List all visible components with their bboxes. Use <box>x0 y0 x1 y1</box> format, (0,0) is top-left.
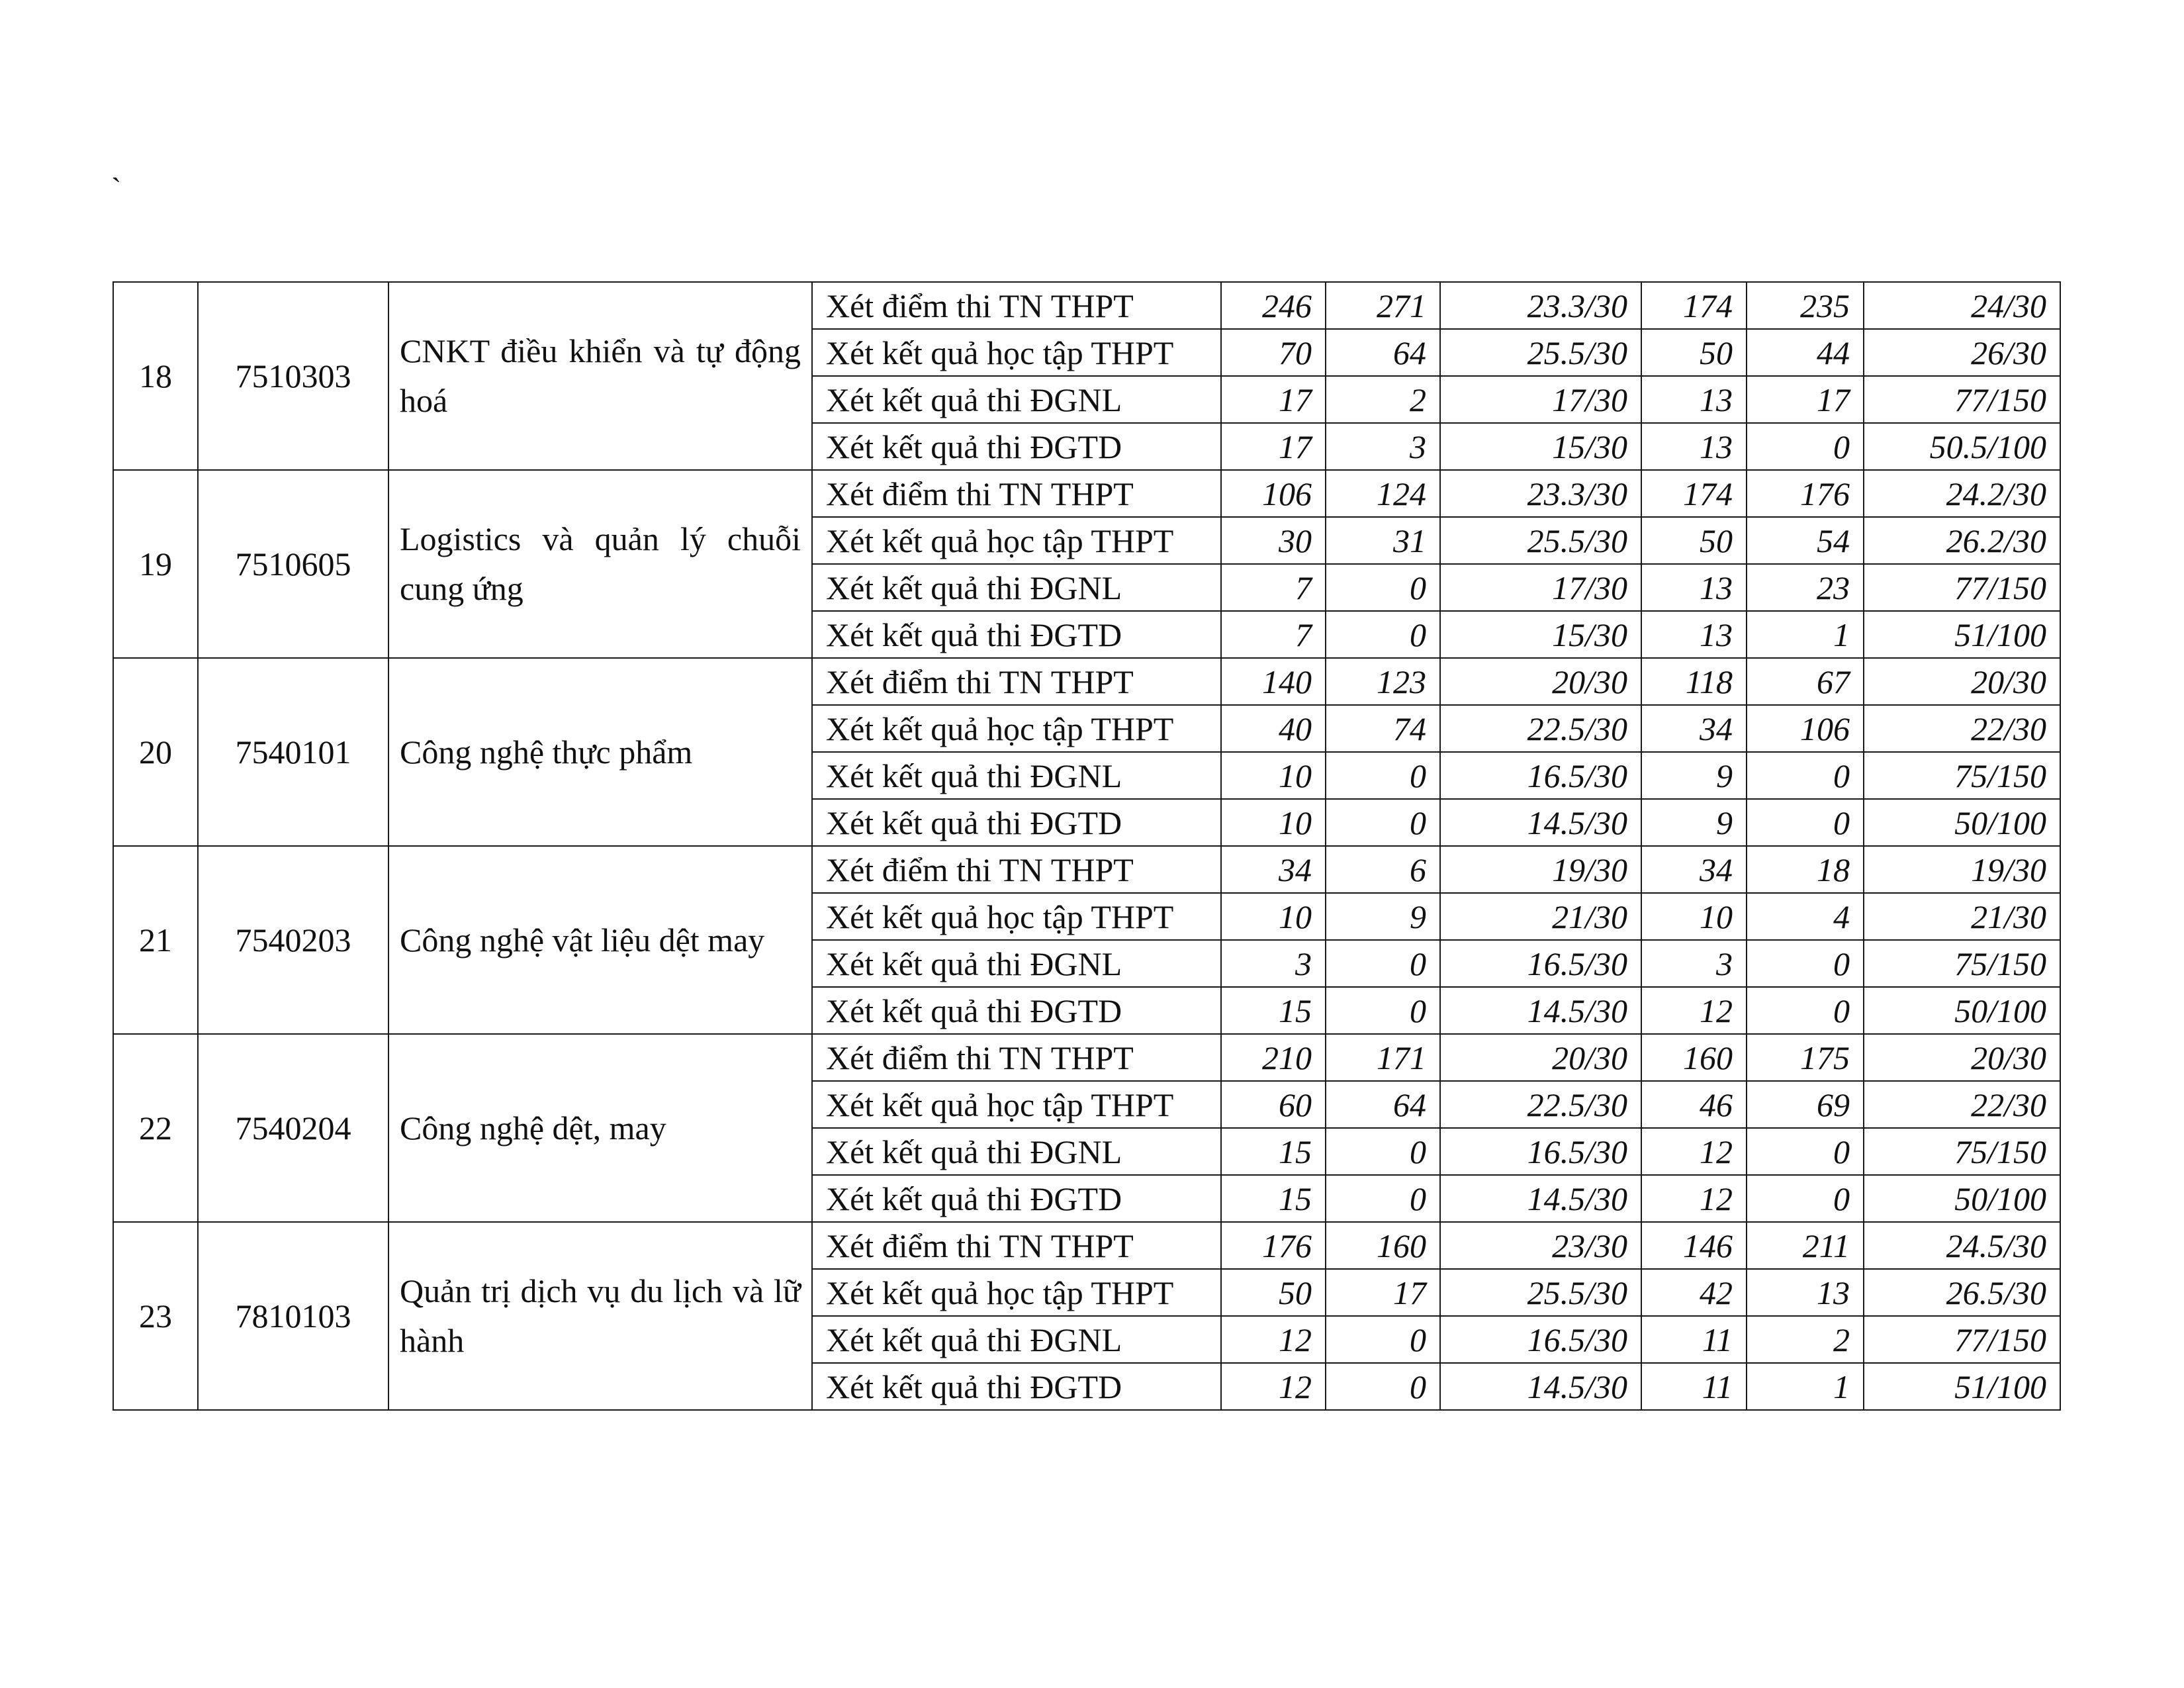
value-cell-c4: 118 <box>1641 658 1747 705</box>
value-cell-c6: 21/30 <box>1864 893 2060 940</box>
admission-method-cell: Xét kết quả thi ĐGTD <box>812 987 1221 1034</box>
value-cell-c2: 0 <box>1326 799 1440 846</box>
value-cell-c3: 14.5/30 <box>1440 1175 1641 1222</box>
value-cell-c2: 124 <box>1326 470 1440 517</box>
value-cell-c4: 42 <box>1641 1269 1747 1316</box>
value-cell-c2: 6 <box>1326 846 1440 893</box>
value-cell-c4: 34 <box>1641 705 1747 752</box>
value-cell-c2: 3 <box>1326 423 1440 470</box>
value-cell-c5: 106 <box>1747 705 1864 752</box>
admission-method-cell: Xét kết quả thi ĐGNL <box>812 1316 1221 1363</box>
admission-method-cell: Xét điểm thi TN THPT <box>812 658 1221 705</box>
admission-method-cell: Xét kết quả học tập THPT <box>812 1081 1221 1128</box>
value-cell-c1: 210 <box>1221 1034 1326 1081</box>
major-code-cell: 7510303 <box>198 282 388 470</box>
major-name-cell: CNKT điều khiển và tự động hoá <box>388 282 812 470</box>
major-code-cell: 7540101 <box>198 658 388 846</box>
stray-backtick-mark: ` <box>111 171 122 205</box>
value-cell-c4: 12 <box>1641 1175 1747 1222</box>
value-cell-c6: 51/100 <box>1864 1363 2060 1410</box>
value-cell-c5: 235 <box>1747 282 1864 329</box>
admission-method-cell: Xét kết quả thi ĐGTD <box>812 799 1221 846</box>
value-cell-c4: 10 <box>1641 893 1747 940</box>
row-number-cell: 23 <box>113 1222 198 1410</box>
major-name-cell: Logistics và quản lý chuỗi cung ứng <box>388 470 812 658</box>
value-cell-c1: 50 <box>1221 1269 1326 1316</box>
value-cell-c4: 34 <box>1641 846 1747 893</box>
admission-method-cell: Xét kết quả học tập THPT <box>812 329 1221 376</box>
value-cell-c3: 15/30 <box>1440 611 1641 658</box>
value-cell-c6: 75/150 <box>1864 1128 2060 1175</box>
value-cell-c6: 26/30 <box>1864 329 2060 376</box>
admission-method-cell: Xét điểm thi TN THPT <box>812 470 1221 517</box>
table-row <box>113 846 2060 893</box>
admission-method-cell: Xét kết quả học tập THPT <box>812 517 1221 564</box>
admission-method-cell: Xét kết quả thi ĐGNL <box>812 376 1221 423</box>
row-number-cell: 21 <box>113 846 198 1034</box>
value-cell-c6: 22/30 <box>1864 705 2060 752</box>
value-cell-c3: 22.5/30 <box>1440 1081 1641 1128</box>
value-cell-c5: 1 <box>1747 1363 1864 1410</box>
value-cell-c1: 15 <box>1221 1175 1326 1222</box>
admission-method-cell: Xét kết quả thi ĐGTD <box>812 423 1221 470</box>
admission-method-cell: Xét điểm thi TN THPT <box>812 1222 1221 1269</box>
value-cell-c4: 13 <box>1641 564 1747 611</box>
value-cell-c5: 1 <box>1747 611 1864 658</box>
value-cell-c1: 10 <box>1221 752 1326 799</box>
value-cell-c4: 12 <box>1641 987 1747 1034</box>
row-number-cell: 22 <box>113 1034 198 1222</box>
value-cell-c2: 17 <box>1326 1269 1440 1316</box>
value-cell-c5: 44 <box>1747 329 1864 376</box>
value-cell-c1: 7 <box>1221 564 1326 611</box>
value-cell-c5: 176 <box>1747 470 1864 517</box>
admission-method-cell: Xét kết quả thi ĐGTD <box>812 1175 1221 1222</box>
value-cell-c1: 246 <box>1221 282 1326 329</box>
value-cell-c4: 174 <box>1641 282 1747 329</box>
admission-method-cell: Xét điểm thi TN THPT <box>812 282 1221 329</box>
value-cell-c4: 50 <box>1641 517 1747 564</box>
value-cell-c2: 0 <box>1326 564 1440 611</box>
admission-method-cell: Xét kết quả thi ĐGNL <box>812 752 1221 799</box>
admission-method-cell: Xét kết quả thi ĐGTD <box>812 611 1221 658</box>
value-cell-c1: 12 <box>1221 1316 1326 1363</box>
value-cell-c2: 0 <box>1326 987 1440 1034</box>
value-cell-c5: 67 <box>1747 658 1864 705</box>
value-cell-c4: 11 <box>1641 1363 1747 1410</box>
admissions-table <box>113 281 2061 1411</box>
value-cell-c2: 0 <box>1326 1128 1440 1175</box>
admission-method-cell: Xét kết quả thi ĐGTD <box>812 1363 1221 1410</box>
value-cell-c4: 146 <box>1641 1222 1747 1269</box>
value-cell-c3: 16.5/30 <box>1440 940 1641 987</box>
value-cell-c2: 2 <box>1326 376 1440 423</box>
table-row <box>113 282 2060 329</box>
value-cell-c2: 0 <box>1326 611 1440 658</box>
major-name-cell: Công nghệ dệt, may <box>388 1034 812 1222</box>
value-cell-c1: 176 <box>1221 1222 1326 1269</box>
value-cell-c4: 13 <box>1641 423 1747 470</box>
value-cell-c6: 50.5/100 <box>1864 423 2060 470</box>
value-cell-c5: 175 <box>1747 1034 1864 1081</box>
value-cell-c6: 51/100 <box>1864 611 2060 658</box>
value-cell-c5: 0 <box>1747 799 1864 846</box>
major-name-cell: Công nghệ vật liệu dệt may <box>388 846 812 1034</box>
value-cell-c2: 64 <box>1326 1081 1440 1128</box>
value-cell-c6: 50/100 <box>1864 1175 2060 1222</box>
table-row <box>113 1222 2060 1269</box>
value-cell-c3: 20/30 <box>1440 1034 1641 1081</box>
value-cell-c2: 271 <box>1326 282 1440 329</box>
row-number-cell: 20 <box>113 658 198 846</box>
row-number-cell: 18 <box>113 282 198 470</box>
value-cell-c1: 60 <box>1221 1081 1326 1128</box>
value-cell-c3: 16.5/30 <box>1440 1316 1641 1363</box>
value-cell-c5: 211 <box>1747 1222 1864 1269</box>
table-body <box>113 282 2060 1410</box>
value-cell-c6: 24.2/30 <box>1864 470 2060 517</box>
major-name-cell: Công nghệ thực phẩm <box>388 658 812 846</box>
value-cell-c5: 0 <box>1747 752 1864 799</box>
value-cell-c5: 23 <box>1747 564 1864 611</box>
major-code-cell: 7540203 <box>198 846 388 1034</box>
table-row <box>113 658 2060 705</box>
value-cell-c3: 14.5/30 <box>1440 799 1641 846</box>
value-cell-c6: 50/100 <box>1864 799 2060 846</box>
major-name-cell: Quản trị dịch vụ du lịch và lữ hành <box>388 1222 812 1410</box>
value-cell-c5: 13 <box>1747 1269 1864 1316</box>
value-cell-c2: 31 <box>1326 517 1440 564</box>
value-cell-c5: 2 <box>1747 1316 1864 1363</box>
value-cell-c6: 22/30 <box>1864 1081 2060 1128</box>
value-cell-c6: 26.5/30 <box>1864 1269 2060 1316</box>
value-cell-c3: 20/30 <box>1440 658 1641 705</box>
value-cell-c4: 11 <box>1641 1316 1747 1363</box>
value-cell-c5: 54 <box>1747 517 1864 564</box>
value-cell-c4: 12 <box>1641 1128 1747 1175</box>
value-cell-c2: 0 <box>1326 1175 1440 1222</box>
table-row <box>113 1034 2060 1081</box>
value-cell-c1: 30 <box>1221 517 1326 564</box>
value-cell-c1: 7 <box>1221 611 1326 658</box>
value-cell-c2: 0 <box>1326 1363 1440 1410</box>
value-cell-c1: 34 <box>1221 846 1326 893</box>
value-cell-c2: 0 <box>1326 1316 1440 1363</box>
value-cell-c4: 46 <box>1641 1081 1747 1128</box>
major-code-cell: 7540204 <box>198 1034 388 1222</box>
value-cell-c4: 9 <box>1641 799 1747 846</box>
value-cell-c5: 4 <box>1747 893 1864 940</box>
value-cell-c3: 16.5/30 <box>1440 752 1641 799</box>
value-cell-c1: 70 <box>1221 329 1326 376</box>
value-cell-c3: 15/30 <box>1440 423 1641 470</box>
value-cell-c4: 50 <box>1641 329 1747 376</box>
value-cell-c1: 106 <box>1221 470 1326 517</box>
value-cell-c1: 15 <box>1221 987 1326 1034</box>
value-cell-c4: 9 <box>1641 752 1747 799</box>
value-cell-c3: 17/30 <box>1440 376 1641 423</box>
value-cell-c2: 160 <box>1326 1222 1440 1269</box>
value-cell-c5: 18 <box>1747 846 1864 893</box>
value-cell-c3: 16.5/30 <box>1440 1128 1641 1175</box>
value-cell-c2: 74 <box>1326 705 1440 752</box>
admission-method-cell: Xét kết quả thi ĐGNL <box>812 564 1221 611</box>
value-cell-c6: 24/30 <box>1864 282 2060 329</box>
value-cell-c1: 17 <box>1221 423 1326 470</box>
value-cell-c1: 15 <box>1221 1128 1326 1175</box>
value-cell-c3: 25.5/30 <box>1440 329 1641 376</box>
value-cell-c6: 24.5/30 <box>1864 1222 2060 1269</box>
value-cell-c6: 77/150 <box>1864 564 2060 611</box>
value-cell-c3: 22.5/30 <box>1440 705 1641 752</box>
value-cell-c6: 77/150 <box>1864 376 2060 423</box>
admission-method-cell: Xét kết quả học tập THPT <box>812 893 1221 940</box>
table-row <box>113 470 2060 517</box>
value-cell-c3: 23/30 <box>1440 1222 1641 1269</box>
value-cell-c1: 17 <box>1221 376 1326 423</box>
value-cell-c1: 10 <box>1221 893 1326 940</box>
major-code-cell: 7810103 <box>198 1222 388 1410</box>
value-cell-c6: 20/30 <box>1864 658 2060 705</box>
admission-method-cell: Xét điểm thi TN THPT <box>812 1034 1221 1081</box>
value-cell-c5: 17 <box>1747 376 1864 423</box>
value-cell-c3: 19/30 <box>1440 846 1641 893</box>
value-cell-c6: 19/30 <box>1864 846 2060 893</box>
value-cell-c4: 174 <box>1641 470 1747 517</box>
value-cell-c1: 10 <box>1221 799 1326 846</box>
major-code-cell: 7510605 <box>198 470 388 658</box>
value-cell-c2: 64 <box>1326 329 1440 376</box>
admission-method-cell: Xét kết quả thi ĐGNL <box>812 1128 1221 1175</box>
value-cell-c6: 75/150 <box>1864 940 2060 987</box>
value-cell-c5: 0 <box>1747 1175 1864 1222</box>
value-cell-c4: 3 <box>1641 940 1747 987</box>
admission-method-cell: Xét kết quả thi ĐGNL <box>812 940 1221 987</box>
value-cell-c6: 20/30 <box>1864 1034 2060 1081</box>
value-cell-c2: 123 <box>1326 658 1440 705</box>
value-cell-c3: 14.5/30 <box>1440 987 1641 1034</box>
value-cell-c5: 0 <box>1747 1128 1864 1175</box>
value-cell-c3: 17/30 <box>1440 564 1641 611</box>
value-cell-c5: 0 <box>1747 423 1864 470</box>
value-cell-c2: 0 <box>1326 940 1440 987</box>
value-cell-c6: 75/150 <box>1864 752 2060 799</box>
value-cell-c4: 160 <box>1641 1034 1747 1081</box>
value-cell-c3: 23.3/30 <box>1440 470 1641 517</box>
value-cell-c3: 23.3/30 <box>1440 282 1641 329</box>
value-cell-c1: 40 <box>1221 705 1326 752</box>
value-cell-c3: 25.5/30 <box>1440 517 1641 564</box>
value-cell-c1: 140 <box>1221 658 1326 705</box>
admission-method-cell: Xét kết quả học tập THPT <box>812 705 1221 752</box>
admission-method-cell: Xét điểm thi TN THPT <box>812 846 1221 893</box>
value-cell-c4: 13 <box>1641 611 1747 658</box>
value-cell-c3: 21/30 <box>1440 893 1641 940</box>
value-cell-c2: 0 <box>1326 752 1440 799</box>
value-cell-c5: 0 <box>1747 940 1864 987</box>
value-cell-c1: 3 <box>1221 940 1326 987</box>
admission-method-cell: Xét kết quả học tập THPT <box>812 1269 1221 1316</box>
value-cell-c5: 69 <box>1747 1081 1864 1128</box>
value-cell-c3: 14.5/30 <box>1440 1363 1641 1410</box>
value-cell-c6: 77/150 <box>1864 1316 2060 1363</box>
value-cell-c5: 0 <box>1747 987 1864 1034</box>
value-cell-c6: 50/100 <box>1864 987 2060 1034</box>
value-cell-c3: 25.5/30 <box>1440 1269 1641 1316</box>
value-cell-c2: 9 <box>1326 893 1440 940</box>
value-cell-c4: 13 <box>1641 376 1747 423</box>
value-cell-c6: 26.2/30 <box>1864 517 2060 564</box>
value-cell-c2: 171 <box>1326 1034 1440 1081</box>
value-cell-c1: 12 <box>1221 1363 1326 1410</box>
row-number-cell: 19 <box>113 470 198 658</box>
